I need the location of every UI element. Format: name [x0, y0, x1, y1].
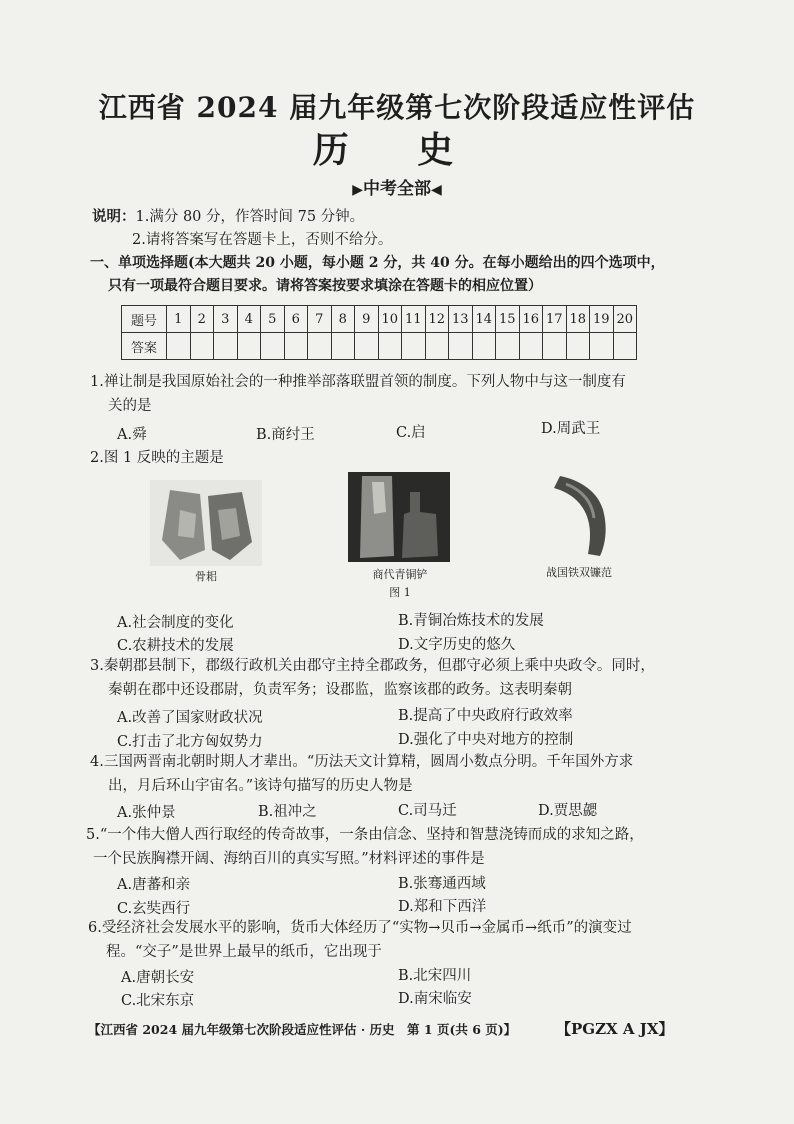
- question-6-option-d: D.南宋临安: [398, 991, 472, 1007]
- question-5-option-d: D.郑和下西洋: [398, 899, 487, 915]
- iron-sickle-mold-caption: 战国铁双镰范: [546, 566, 612, 579]
- answer-cell: [590, 333, 614, 360]
- answer-grid-number: 8: [331, 306, 355, 333]
- question-4-option-c: C.司马迁: [398, 803, 457, 819]
- answer-grid-number: 4: [237, 306, 261, 333]
- answer-grid-number: 16: [519, 306, 543, 333]
- question-6-stem-line1: 6.受经济社会发展水平的影响，货币大体经历了“实物→贝币→金属币→纸币”的演变过: [88, 920, 632, 936]
- question-6-option-b: B.北宋四川: [398, 968, 472, 984]
- question-5-option-b: B.张骞通西域: [398, 876, 486, 892]
- question-2-option-d: D.文字历史的悠久: [398, 637, 516, 653]
- answer-grid-answer-label: 答案: [122, 333, 167, 360]
- answer-cell: [402, 333, 426, 360]
- question-2-stem: 2.图 1 反映的主题是: [90, 450, 224, 466]
- answer-cell: [190, 333, 214, 360]
- question-2-option-a: A.社会制度的变化: [117, 615, 234, 631]
- answer-grid-number: 15: [496, 306, 520, 333]
- iron-sickle-mold-image: [530, 470, 630, 560]
- question-4-option-d: D.贾思勰: [538, 803, 598, 819]
- question-1-stem-line2: 关的是: [108, 398, 152, 414]
- question-6-option-c: C.北宋东京: [121, 993, 195, 1009]
- answer-grid-number: 10: [378, 306, 402, 333]
- answer-grid-number: 20: [613, 306, 637, 333]
- exam-scope-tag: [0, 174, 794, 199]
- bronze-shovel-image: [348, 472, 450, 562]
- question-2-option-b: B.青铜冶炼技术的发展: [398, 613, 544, 629]
- answer-grid-number: 5: [261, 306, 285, 333]
- question-3-option-a: A.改善了国家财政状况: [117, 710, 263, 726]
- answer-grid-number: 14: [472, 306, 496, 333]
- answer-cell: [496, 333, 520, 360]
- subject-title: 历 史: [312, 129, 482, 171]
- answer-grid-answer-row: [122, 333, 637, 360]
- question-1-stem-line1: 1.禅让制是我国原始社会的一种推举部落联盟首领的制度。下列人物中与这一制度有: [90, 374, 626, 390]
- answer-cell: [425, 333, 449, 360]
- question-3-stem-line2: 秦朝在郡中还设郡尉，负责军务；设郡监，监察该郡的政务。这表明秦朝: [108, 682, 572, 698]
- answer-grid-number: 1: [167, 306, 191, 333]
- question-3-stem-line1: 3.秦朝郡县制下，郡级行政机关由郡守主持全郡政务，但郡守必须上乘中央政令。同时，: [90, 658, 655, 674]
- answer-grid-number: 19: [590, 306, 614, 333]
- figure-1-label: 图 1: [389, 586, 411, 599]
- answer-grid: [121, 305, 637, 360]
- question-3-option-d: D.强化了中央对地方的控制: [398, 732, 574, 748]
- question-4-stem-line2: 出，月后环山宇宙名。”该诗句描写的历史人物是: [108, 778, 413, 794]
- answer-cell: [214, 333, 238, 360]
- instructions-line1: 1.满分 80 分，作答时间 75 分钟。: [135, 209, 365, 225]
- bone-spade-caption: 骨耜: [195, 570, 217, 583]
- triangle-right-icon: ▶: [352, 182, 363, 198]
- answer-cell: [378, 333, 402, 360]
- footer-code: 【PGZX A JX】: [556, 1020, 674, 1038]
- answer-cell: [167, 333, 191, 360]
- instructions-label: 说明：: [92, 208, 136, 225]
- answer-grid-number: 11: [402, 306, 426, 333]
- question-3-option-c: C.打击了北方匈奴势力: [117, 734, 263, 750]
- answer-cell: [261, 333, 285, 360]
- answer-grid-number: 13: [449, 306, 473, 333]
- answer-cell: [566, 333, 590, 360]
- answer-grid-number-label: 题号: [122, 306, 167, 333]
- answer-cell: [543, 333, 567, 360]
- question-3-option-b: B.提高了中央政府行政效率: [398, 708, 573, 724]
- answer-grid-number: 12: [425, 306, 449, 333]
- footer-page-info: 【江西省 2024 届九年级第七次阶段适应性评估 · 历史 第 1 页(共 6 页)】: [88, 1022, 517, 1037]
- answer-cell: [284, 333, 308, 360]
- question-5-stem-line1: 5.“一个伟大僧人西行取经的传奇故事，一条由信念、坚持和智慧浇铸而成的求知之路，: [86, 827, 644, 843]
- scope-label: 中考全部: [363, 179, 431, 199]
- answer-cell: [331, 333, 355, 360]
- bronze-shovel-caption: 商代青铜铲: [372, 568, 428, 581]
- question-5-stem-line2: 一个民族胸襟开阔、海纳百川的真实写照。”材料评述的事件是: [93, 851, 485, 867]
- answer-cell: [237, 333, 261, 360]
- bone-spade-image: [150, 480, 262, 566]
- question-4-stem-line1: 4.三国两晋南北朝时期人才辈出。“历法天文计算精，圆周小数点分明。千年国外方求: [90, 754, 634, 770]
- section-heading-line2: 只有一项最符合题目要求。请将答案按要求填涂在答题卡的相应位置）: [108, 278, 542, 294]
- answer-cell: [308, 333, 332, 360]
- question-6-option-a: A.唐朝长安: [121, 970, 195, 986]
- answer-grid-number-row: [122, 306, 637, 333]
- instructions: [92, 206, 364, 228]
- answer-cell: [355, 333, 379, 360]
- question-1-option-a: A.舜: [117, 427, 147, 443]
- answer-cell: [472, 333, 496, 360]
- answer-grid-number: 6: [284, 306, 308, 333]
- question-4-option-a: A.张仲景: [117, 805, 176, 821]
- answer-grid-number: 2: [190, 306, 214, 333]
- answer-grid-number: 7: [308, 306, 332, 333]
- answer-cell: [613, 333, 637, 360]
- triangle-left-icon: ◀: [431, 182, 442, 198]
- answer-cell: [519, 333, 543, 360]
- answer-grid-number: 3: [214, 306, 238, 333]
- instructions-line2: 2.请将答案写在答题卡上，否则不给分。: [132, 232, 393, 248]
- question-1-option-b: B.商纣王: [256, 427, 315, 443]
- answer-grid-number: 9: [355, 306, 379, 333]
- exam-title: 江西省 2024 届九年级第七次阶段适应性评估: [98, 91, 696, 124]
- question-2-option-c: C.农耕技术的发展: [117, 638, 234, 654]
- answer-grid-number: 17: [543, 306, 567, 333]
- question-6-stem-line2: 程。“交子”是世界上最早的纸币，它出现于: [106, 944, 382, 960]
- answer-cell: [449, 333, 473, 360]
- section-heading-line1: 一、单项选择题(本大题共 20 小题，每小题 2 分，共 40 分。在每小题给出的四个选项中，: [90, 255, 665, 271]
- question-1-option-c: C.启: [396, 425, 426, 441]
- question-5-option-c: C.玄奘西行: [117, 901, 191, 917]
- question-5-option-a: A.唐蕃和亲: [117, 877, 191, 893]
- question-1-option-d: D.周武王: [541, 421, 601, 437]
- answer-grid-number: 18: [566, 306, 590, 333]
- question-4-option-b: B.祖冲之: [258, 804, 317, 820]
